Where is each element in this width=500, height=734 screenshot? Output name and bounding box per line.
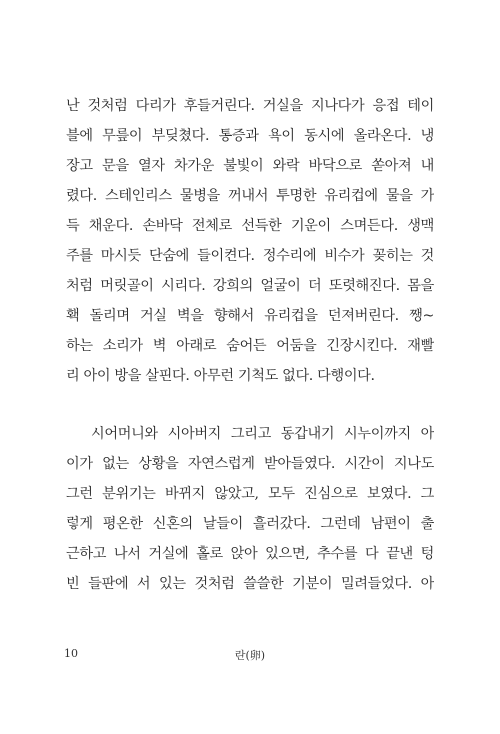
text-line: 난 것처럼 다리가 후들거린다. 거실을 지나다가 응접 테이 [66, 98, 434, 114]
text-line: 블에 무릎이 부딪쳤다. 통증과 욕이 동시에 올라온다. 냉 [66, 128, 434, 144]
text-line: 주를 마시듯 단숨에 들이켠다. 정수리에 비수가 꽂히는 것 [66, 248, 434, 264]
text-line: 근하고 나서 거실에 홀로 앉아 있으면, 추수를 다 끝낸 텅 [66, 546, 434, 562]
text-line: 장고 문을 열자 차가운 불빛이 와락 바닥으로 쏟아져 내 [66, 158, 434, 174]
running-title: 란(卵) [234, 649, 266, 662]
text-line: 그런 분위기는 바뀌지 않았고, 모두 진심으로 보였다. 그 [66, 486, 434, 502]
text-line: 하는 소리가 벽 아래로 숨어든 어둠을 긴장시킨다. 재빨 [66, 338, 434, 354]
text-line: 렇게 평온한 신혼의 날들이 흘러갔다. 그런데 남편이 출 [66, 516, 434, 532]
text-line: 이가 없는 상황을 자연스럽게 받아들였다. 시간이 지나도 [66, 456, 434, 472]
page-number: 10 [64, 647, 78, 660]
text-line: 빈 들판에 서 있는 것처럼 쓸쓸한 기분이 밀려들었다. 아 [66, 576, 434, 592]
text-line: 홱 돌리며 거실 벽을 향해서 유리컵을 던져버린다. 쨍~ [66, 308, 434, 324]
text-line: 렸다. 스테인리스 물병을 꺼내서 투명한 유리컵에 물을 가 [66, 188, 434, 204]
text-line: 득 채운다. 손바닥 전체로 선득한 기운이 스며든다. 생맥 [66, 218, 434, 234]
text-line: 리 아이 방을 살핀다. 아무런 기척도 없다. 다행이다. [66, 368, 375, 384]
text-line: 시어머니와 시아버지 그리고 동갑내기 시누이까지 아 [91, 426, 434, 442]
text-line: 처럼 머릿골이 시리다. 강희의 얼굴이 더 또렷해진다. 몸을 [66, 278, 434, 294]
